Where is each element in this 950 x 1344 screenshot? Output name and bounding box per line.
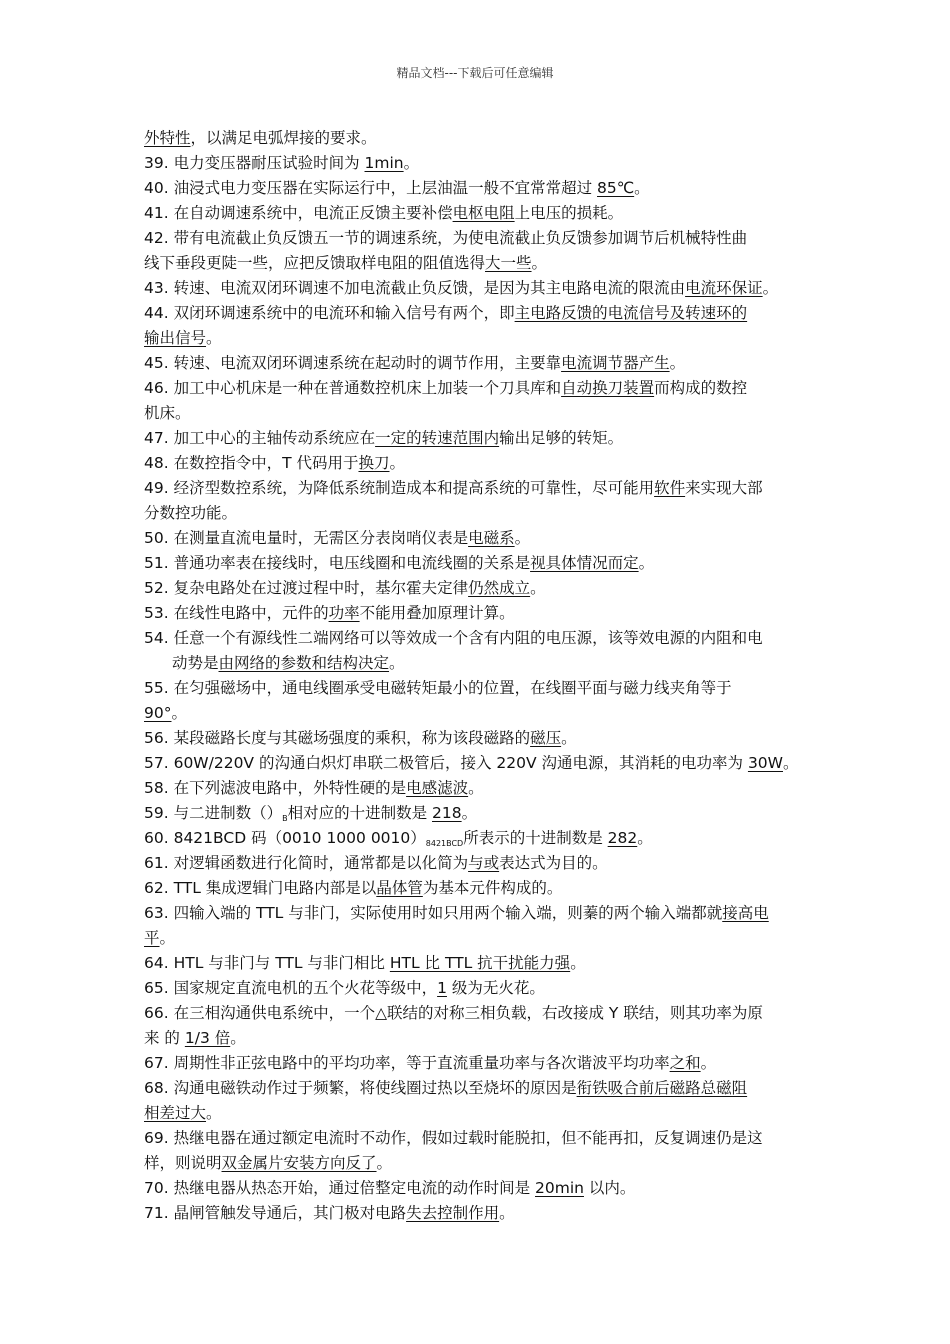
line-text: 机床。 — [144, 404, 191, 422]
line-text: 。 — [561, 729, 577, 747]
answer-text: 之和 — [669, 1054, 701, 1072]
line-text: 。 — [634, 179, 650, 197]
line-text: 为基本元件构成的。 — [422, 879, 563, 897]
answer-text: 与或 — [468, 854, 500, 872]
answer-text: 主电路反馈的电流信号及转速环的 — [514, 304, 748, 322]
line-text: 来 的 — [144, 1029, 185, 1047]
line-text: 相对应的十进制数是 — [287, 804, 433, 822]
answer-text: 仍然成立 — [468, 579, 531, 597]
text-line — [144, 278, 778, 298]
answer-text: 218 — [432, 804, 462, 822]
line-text: 表达式为目的。 — [499, 854, 608, 872]
answer-text: 自动换刀装置 — [561, 379, 655, 397]
answer-text: 输出信号 — [144, 329, 207, 347]
line-text: 40. 油浸式电力变压器在实际运行中，上层油温一般不宜常常超过 — [144, 179, 598, 197]
line-text: 。 — [230, 1029, 246, 1047]
answer-text: 大一些 — [485, 254, 532, 272]
text-line — [144, 1003, 763, 1023]
line-text: 62. TTL 集成逻辑门电路内部是以 — [144, 879, 377, 897]
line-text: 。 — [530, 579, 546, 597]
line-text: 上电压的损耗。 — [514, 204, 624, 222]
answer-text: 85℃ — [597, 179, 635, 197]
line-text: 分数控功能。 — [144, 504, 238, 522]
text-line — [144, 203, 623, 223]
answer-text: 1 — [437, 979, 447, 997]
text-line — [144, 978, 545, 998]
text-line — [144, 928, 175, 948]
line-text: 44. 双闭环调速系统中的电流环和输入信号有两个，即 — [144, 304, 515, 322]
answer-text: 磁压 — [530, 729, 562, 747]
line-text: 输出足够的转矩。 — [499, 429, 624, 447]
line-text: 。 — [389, 654, 405, 672]
line-text: 。 — [389, 454, 406, 472]
answer-text: 电感滤波 — [406, 779, 469, 797]
text-line — [172, 653, 405, 673]
subscript-text: 8421BCD — [425, 839, 464, 848]
line-text: 55. 在匀强磁场中，通电线圈承受电磁转矩最小的位置，在线圈平面与磁力线夹角等于 — [144, 679, 732, 697]
answer-text: 1min — [364, 154, 404, 172]
text-line — [144, 528, 530, 548]
line-text: 不能用叠加原理计算。 — [359, 604, 515, 622]
line-text: ，以满足电弧焊接的要求。 — [190, 129, 377, 147]
line-text: 以内。 — [583, 1179, 636, 1197]
line-text: 52. 复杂电路处在过渡过程中时，基尔霍夫定律 — [144, 579, 469, 597]
text-line — [144, 1028, 246, 1048]
text-line — [144, 378, 747, 398]
line-text: 。 — [206, 1104, 222, 1122]
answer-text: 衔铁吸合前后磁路总磁阻 — [576, 1079, 748, 1097]
text-line — [144, 678, 732, 698]
line-text: 。 — [403, 154, 420, 172]
text-line — [144, 603, 515, 623]
text-line — [144, 303, 747, 323]
answer-text: 电枢电阻 — [452, 204, 515, 222]
line-text: 39. 电力变压器耐压试验时间为 — [144, 154, 365, 172]
text-line — [144, 753, 799, 773]
line-text: 65. 国家规定直流电机的五个火花等级中， — [144, 979, 438, 997]
line-text: 。 — [783, 754, 799, 772]
line-text: 。 — [461, 804, 478, 822]
line-text: 。 — [376, 1154, 393, 1172]
answer-text: 换刀 — [358, 454, 390, 472]
text-line — [144, 478, 763, 498]
text-line — [144, 628, 763, 648]
line-text: 56. 某段磁路长度与其磁场强度的乘积，称为该段磁路的 — [144, 729, 531, 747]
line-text: 。 — [499, 1204, 515, 1222]
answer-text: 1/3 倍 — [184, 1029, 231, 1047]
answer-text: 电磁系 — [468, 529, 515, 547]
line-text: 。 — [514, 529, 531, 547]
line-text: 59. 与二进制数（） — [144, 804, 283, 822]
answer-text: HTL 比 TTL 抗干扰能力强 — [389, 954, 571, 972]
line-text: 。 — [531, 254, 548, 272]
text-line — [144, 403, 191, 423]
line-text: 64. HTL 与非门与 TTL 与非门相比 — [144, 954, 390, 972]
text-line — [144, 128, 377, 148]
line-text: 。 — [637, 829, 653, 847]
answer-text: 失去控制作用 — [406, 1204, 500, 1222]
answer-text: 视具体情况而定 — [530, 554, 639, 572]
line-text: 53. 在线性电路中，元件的 — [144, 604, 329, 622]
line-text: 70. 热继电器从热态开始，通过倍整定电流的动作时间是 — [144, 1179, 536, 1197]
text-line — [144, 1128, 763, 1148]
text-line — [144, 428, 623, 448]
line-text: 所表示的十进制数是 — [463, 829, 608, 847]
line-text: 68. 沟通电磁铁动作过于频繁，将使线圈过热以至烧坏的原因是 — [144, 1079, 577, 1097]
line-text: 来实现大部 — [685, 479, 763, 497]
answer-text: 电流调节器产生 — [561, 354, 670, 372]
line-text: 46. 加工中心机床是一种在普通数控机床上加装一个刀具库和 — [144, 379, 562, 397]
line-text: 样，则说明 — [144, 1154, 222, 1172]
text-line — [144, 778, 484, 798]
line-text: 47. 加工中心的主轴传动系统应在 — [144, 429, 376, 447]
answer-text: 由网络的参数和结构决定 — [218, 654, 390, 672]
answer-text: 平 — [144, 929, 160, 947]
line-text: 。 — [638, 554, 655, 572]
line-text: 。 — [700, 1054, 717, 1072]
line-text: 级为无火花。 — [446, 979, 545, 997]
answer-text: 90° — [144, 704, 172, 722]
line-text: 。 — [159, 929, 176, 947]
answer-text: 接高电 — [722, 904, 769, 922]
line-text: 69. 热继电器在通过额定电流时不动作，假如过载时能脱扣，但不能再扣，反复调速仍是这 — [144, 1129, 763, 1147]
text-line — [144, 153, 419, 173]
text-line — [144, 803, 477, 829]
text-line — [144, 1103, 222, 1123]
line-text: 48. 在数控指令中，T 代码用于 — [144, 454, 359, 472]
text-line — [144, 1178, 635, 1198]
line-text: 58. 在下列滤波电路中，外特性硬的是 — [144, 779, 407, 797]
answer-text: 功率 — [328, 604, 360, 622]
line-text: 63. 四输入端的 TTL 与非门，实际使用时如只用两个输入端，则蓁的两个输入端都就 — [144, 904, 723, 922]
line-text: 57. 60W/220V 的沟通白炽灯串联二极管后，接入 220V 沟通电源，其消耗的电功率为 — [144, 754, 748, 772]
line-text: 。 — [669, 354, 686, 372]
text-line — [144, 1078, 747, 1098]
line-text: 而构成的数控 — [654, 379, 748, 397]
text-line — [144, 828, 653, 854]
text-line — [144, 453, 405, 473]
page-header: 精品文档---下载后可任意编辑 — [396, 66, 554, 80]
line-text: 。 — [570, 954, 586, 972]
line-text: 。 — [171, 704, 187, 722]
line-text: 60. 8421BCD 码（0010 1000 0010） — [144, 829, 426, 847]
line-text: 42. 带有电流截止负反馈五一节的调速系统，为使电流截止负反馈参加调节后机械特性曲 — [144, 229, 748, 247]
line-text: 。 — [762, 279, 779, 297]
line-text: 61. 对逻辑函数进行化简时，通常都是以化简为 — [144, 854, 469, 872]
answer-text: 相差过大 — [144, 1104, 207, 1122]
line-text: 71. 晶闸管触发导通后，其门极对电路 — [144, 1204, 407, 1222]
text-line — [144, 253, 547, 273]
answer-text: 20min — [535, 1179, 584, 1197]
line-text: 45. 转速、电流双闭环调速系统在起动时的调节作用，主要靠 — [144, 354, 562, 372]
line-text: 线下垂段更陡一些，应把反馈取样电阻的阻值选得 — [144, 254, 486, 272]
subscript-text: B — [282, 814, 288, 823]
line-text: 43. 转速、电流双闭环调速不加电流截止负反馈，是因为其主电路电流的限流由 — [144, 279, 686, 297]
answer-text: 30W — [747, 754, 783, 772]
text-line — [144, 228, 747, 248]
line-text: 67. 周期性非正弦电路中的平均功率，等于直流重量功率与各次谐波平均功率 — [144, 1054, 670, 1072]
text-line — [144, 1053, 716, 1073]
line-text: 51. 普通功率表在接线时，电压线圈和电流线圈的关系是 — [144, 554, 531, 572]
line-text: 。 — [206, 329, 222, 347]
answer-text: 外特性 — [144, 129, 191, 147]
text-line — [144, 878, 562, 898]
line-text: 49. 经济型数控系统，为降低系统制造成本和提高系统的可靠性，尽可能用 — [144, 479, 655, 497]
text-line — [144, 853, 608, 873]
text-line — [144, 953, 586, 973]
text-line — [144, 578, 546, 598]
text-line — [144, 903, 769, 923]
answer-text: 电流环保证 — [685, 279, 763, 297]
text-line — [144, 703, 187, 723]
answer-text: 282 — [607, 829, 638, 847]
text-line — [144, 728, 577, 748]
text-line — [144, 353, 685, 373]
text-line — [144, 1203, 515, 1223]
line-text: 。 — [468, 779, 484, 797]
text-line — [144, 178, 650, 198]
answer-text: 一定的转速范围内 — [375, 429, 500, 447]
text-line — [144, 503, 237, 523]
line-text: 动势是 — [172, 654, 219, 672]
answer-text: 双金属片安装方向反了 — [221, 1154, 377, 1172]
text-line — [144, 328, 222, 348]
line-text: 50. 在测量直流电量时，无需区分表岗哨仪表是 — [144, 529, 469, 547]
line-text: 41. 在自动调速系统中，电流正反馈主要补偿 — [144, 204, 453, 222]
text-line — [144, 553, 654, 573]
answer-text: 软件 — [654, 479, 686, 497]
line-text: 54. 任意一个有源线性二端网络可以等效成一个含有内阻的电压源，该等效电源的内阻和电 — [144, 629, 763, 647]
text-line — [144, 1153, 392, 1173]
answer-text: 晶体管 — [376, 879, 423, 897]
line-text: 66. 在三相沟通供电系统中，一个△联结的对称三相负载，右改接成 Y 联结，则其功率为原 — [144, 1004, 763, 1022]
